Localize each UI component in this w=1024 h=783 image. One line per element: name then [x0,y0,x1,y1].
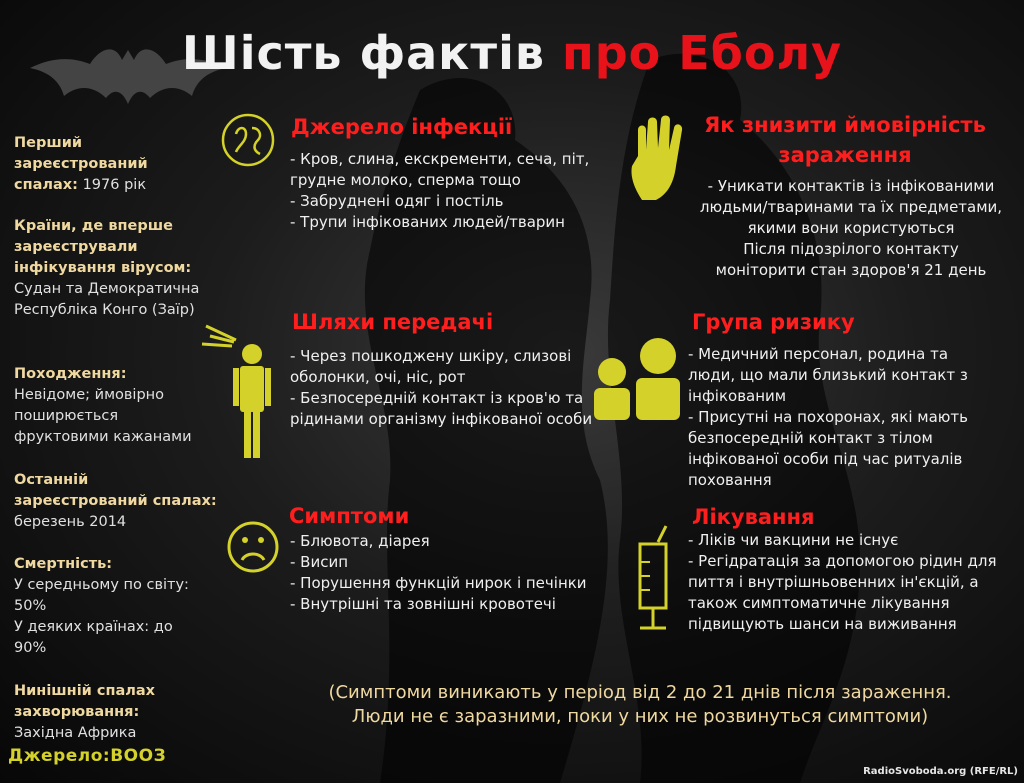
sidebar-mortality [14,554,209,659]
sidebar-countries [14,216,214,321]
current-outbreak-label: Нинішній спалах захворювання: [14,683,156,720]
infection-source-heading: Джерело інфекції [291,115,513,139]
title-part-red: про Еболу [561,26,843,80]
transmission-list [290,346,595,430]
list-item: Після підозрілого контакту моніторити стан здоров'я 21 день [715,240,987,279]
treatment-list [688,530,1018,635]
list-item: - Медичний персонал, родина та люди, що мали близький контакт з інфікованим [688,345,968,405]
sidebar-origin [14,364,209,448]
list-item: - Уникати контактів із інфікованими людьми/тваринами та їх предметами, якими вони користуються [699,177,1003,237]
last-outbreak-value: березень 2014 [14,514,127,530]
last-outbreak-label: Останній зареєстрований спалах: [14,472,217,509]
list-item: - Порушення функцій нирок і печінки [290,574,587,592]
sad-face-icon [226,520,280,574]
list-item: - Внутрішні та зовнішні кровотечі [290,595,556,613]
origin-label: Походження: [14,366,127,382]
infection-source-list [290,149,590,233]
mortality-label: Смертність: [14,556,113,572]
title-part-white: Шість фактів [181,26,545,80]
list-item: - Безпосередній контакт із кров'ю та рідинами організму інфікованої особи [290,389,593,428]
transmission-heading: Шляхи передачі [292,310,494,334]
list-item: - Регідратація за допомогою рідин для пиття і внутрішньовенних ін'єкцій, а також симптоматичне лікування підвищують шанси на виживання [688,552,997,633]
credit-text: RadioSvoboda.org (RFE/RL) [863,766,1018,777]
reduce-risk-heading: Як знизити ймовірність зараження [704,113,986,167]
group-people-icon [582,336,692,421]
incubation-note-line2: Люди не є заразними, поки у них не розвинуться симптоми) [351,706,929,727]
sidebar-last-outbreak [14,470,219,533]
list-item: - Присутні на похоронах, які мають безпосередній контакт з тілом інфікованої особи під час ритуалів поховання [688,408,968,489]
list-item: - Висип [290,553,349,571]
countries-label: Країни, де вперше зареєстрували інфікування вірусом: [14,218,192,276]
list-item: - Блювота, діарея [290,532,430,550]
first-outbreak-label: Перший зареєстрований спалах: [14,135,148,193]
list-item: - Кров, слина, екскременти, сеча, піт, грудне молоко, сперма тощо [290,150,590,189]
first-outbreak-value: 1976 рік [82,177,147,193]
sidebar-current-outbreak [14,681,204,744]
list-item: - Через пошкоджену шкіру, слизові оболонки, очі, ніс, рот [290,347,572,386]
hand-stop-icon [628,116,698,206]
risk-group-heading: Група ризику [692,310,855,334]
risk-group-list [688,344,988,491]
mortality-world: У середньому по світу: 50% [14,577,189,614]
list-item: - Трупи інфікованих людей/тварин [290,213,565,231]
infected-person-icon [200,318,280,468]
source-note: Джерело:ВООЗ [8,746,167,766]
sidebar-first-outbreak [14,133,184,196]
syringe-icon [630,522,680,642]
incubation-note [260,681,1020,729]
page-title [0,26,1024,80]
current-outbreak-value: Західна Африка [14,725,137,741]
list-item: - Ліків чи вакцини не існує [688,531,899,549]
reduce-risk-list [696,176,1006,281]
origin-value: Невідоме; ймовірно поширюється фруктовими кажанами [14,387,192,445]
symptoms-list [290,531,610,615]
incubation-note-line1: (Симптоми виникають у період від 2 до 21 днів після зараження. [328,682,952,703]
treatment-heading: Лікування [692,505,815,529]
mortality-countries: У деяких країнах: до 90% [14,619,173,656]
countries-value: Судан та Демократична Республіка Конго (Заїр) [14,281,200,318]
list-item: - Забруднені одяг і постіль [290,192,504,210]
virus-circle-icon [220,112,276,168]
symptoms-heading: Симптоми [289,504,410,528]
